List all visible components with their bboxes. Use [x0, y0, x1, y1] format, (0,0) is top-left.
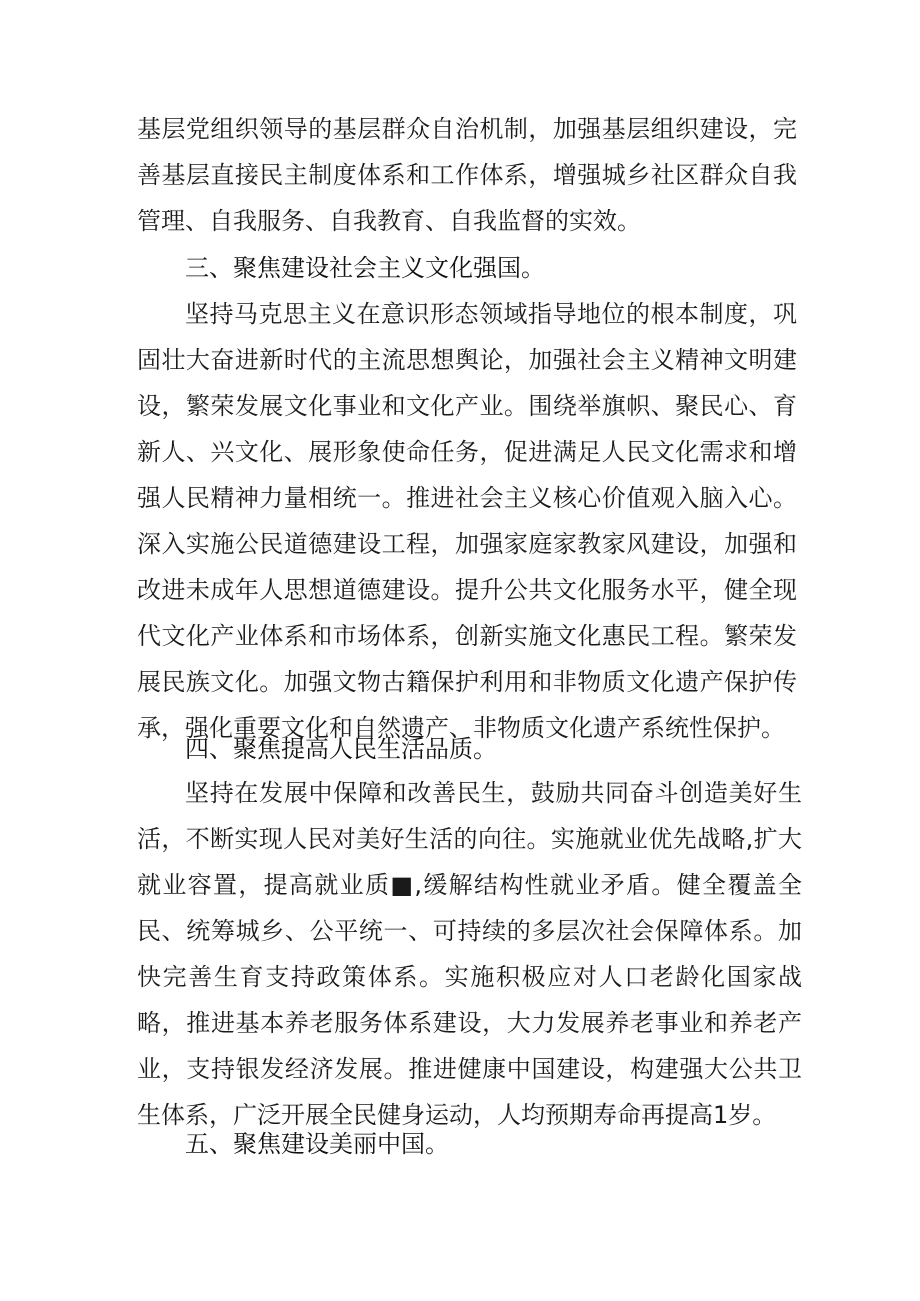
section-heading-culture: 三、聚焦建设社会主义文化强国。 — [185, 254, 545, 282]
paragraph-culture: 坚持马克思主义在意识形态领域指导地位的根本制度，巩固壮大奋进新时代的主流思想舆论，加强社会主义精神文明建设，繁荣发展文化事业和文化产业。围绕举旗帜、聚民心、育新人、兴文化、展形象使命任务，促进满足人民文化需求和增强人民精神力量相统一。推进社会主义核心价值观入脑入心。深入实施公民道德建设工程，加强家庭家教家风建设，加强和改进未成年人思想道德建设。提升公共文化服务水平，健全现代文化产业体系和市场体系，创新实施文化惠民工程。繁荣发展民族文化。加强文物古籍保护利用和非物质文化遗产保护传承，强化重要文化和自然遗产、非物质文化遗产系统性保护。 — [137, 300, 797, 742]
section-heading-beautiful-china: 五、聚焦建设美丽中国。 — [185, 1130, 449, 1158]
section-heading-livelihood: 四、聚焦提高人民生活品质。 — [185, 735, 497, 763]
paragraph-livelihood: 坚持在发展中保障和改善民生，鼓励共同奋斗创造美好生活，不断实现人民对美好生活的向往。实施就业优先战略,扩大就业容置，提高就业质■,缓解结构性就业矛盾。健全覆盖全民、统筹城乡、公平统一、可持续的多层次社会保障体系。加快完善生育支持政策体系。实施积极应对人口老龄化国家战略，推进基本养老服务体系建设，大力发展养老事业和养老产业，支持银发经济发展。推进健康中国建设，构建强大公共卫生体系，广泛开展全民健身运动，人均预期寿命再提高1岁。 — [137, 779, 802, 1129]
paragraph-grassroots-governance: 基层党组织领导的基层群众自治机制，加强基层组织建设，完善基层直接民主制度体系和工作体系，增强城乡社区群众自我管理、自我服务、自我教育、自我监督的实效。 — [137, 115, 797, 235]
